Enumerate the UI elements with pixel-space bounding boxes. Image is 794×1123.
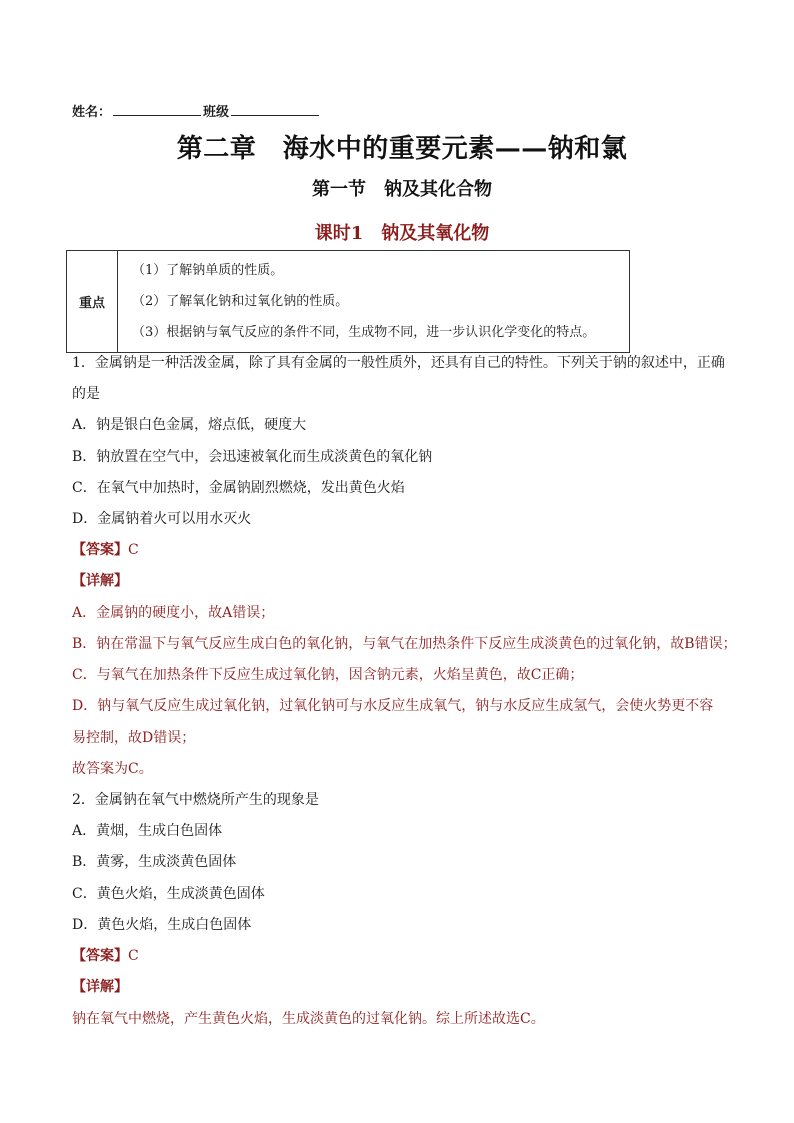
key-points-list <box>118 251 630 353</box>
key-point-item: （2）了解氧化钠和过氧化钠的性质。 <box>132 294 349 309</box>
question-1-conclusion: 故答案为C。 <box>72 761 153 777</box>
question-1-option-b: B．钠放置在空气中，会迅速被氧化而生成淡黄色的氧化钠 <box>72 449 433 465</box>
question-1-option-d: D．金属钠着火可以用水灭火 <box>72 511 252 527</box>
question-1-stem-line-2: 的是 <box>72 386 100 402</box>
question-1-option-c: C．在氧气中加热时，金属钠剧烈燃烧，发出黄色火焰 <box>72 480 405 496</box>
question-2-option-d: D．黄色火焰，生成白色固体 <box>72 917 252 933</box>
question-2-detail-label <box>72 976 128 996</box>
class-blank[interactable] <box>231 103 319 116</box>
section-title: 第一节 钠及其化合物 <box>312 179 492 200</box>
question-1-answer <box>72 539 139 559</box>
name-label: 姓名： <box>72 105 112 120</box>
answer-value: C <box>128 542 139 558</box>
class-label: 班级 <box>203 105 230 120</box>
chapter-title: 第二章 海水中的重要元素——钠和氯 <box>176 134 628 164</box>
question-2-detail-line: 钠在氧气中燃烧，产生黄色火焰，生成淡黄色的过氧化钠。综上所述故选C。 <box>72 1011 545 1027</box>
key-points-label: 重点 <box>67 251 118 353</box>
name-class-line <box>72 101 321 120</box>
question-1-detail-label <box>72 570 128 590</box>
lesson-title: 课时1 钠及其氧化物 <box>314 223 490 244</box>
answer-value: C <box>128 948 139 964</box>
question-1-detail-line: B．钠在常温下与氧气反应生成白色的氧化钠，与氧气在加热条件下反应生成淡黄色的过氧化钠，故B错误； <box>72 636 737 652</box>
question-2-answer <box>72 945 139 965</box>
question-2-option-c: C．黄色火焰，生成淡黄色固体 <box>72 886 265 902</box>
question-2-option-b: B．黄雾，生成淡黄色固体 <box>72 854 237 870</box>
question-2-stem: 2．金属钠在氧气中燃烧所产生的现象是 <box>72 792 319 808</box>
question-1-detail-line: D．钠与氧气反应生成过氧化钠，过氧化钠可与水反应生成氧气，钠与水反应生成氢气，会使火势更不容 <box>72 698 714 714</box>
question-1-detail-line: A．金属钠的硬度小，故A错误； <box>72 605 275 621</box>
key-point-item: （1）了解钠单质的性质。 <box>132 263 284 278</box>
question-1-detail-line: 易控制，故D错误； <box>72 730 196 746</box>
key-point-item: （3）根据钠与氧气反应的条件不同，生成物不同，进一步认识化学变化的特点。 <box>132 325 596 340</box>
key-points-table <box>66 250 630 353</box>
question-1-stem-line-1: 1．金属钠是一种活泼金属，除了具有金属的一般性质外，还具有自己的特性。下列关于钠的叙述中，正确 <box>72 355 725 371</box>
question-1-option-a: A．钠是银白色金属，熔点低，硬度大 <box>72 417 307 433</box>
detail-label: 【详解】 <box>72 573 128 589</box>
answer-label: 【答案】 <box>72 542 128 558</box>
question-2-option-a: A．黄烟，生成白色固体 <box>72 823 223 839</box>
detail-label: 【详解】 <box>72 979 128 995</box>
answer-label: 【答案】 <box>72 948 128 964</box>
question-1-detail-line: C．与氧气在加热条件下反应生成过氧化钠，因含钠元素，火焰呈黄色，故C正确； <box>72 667 584 683</box>
name-blank[interactable] <box>113 103 201 116</box>
